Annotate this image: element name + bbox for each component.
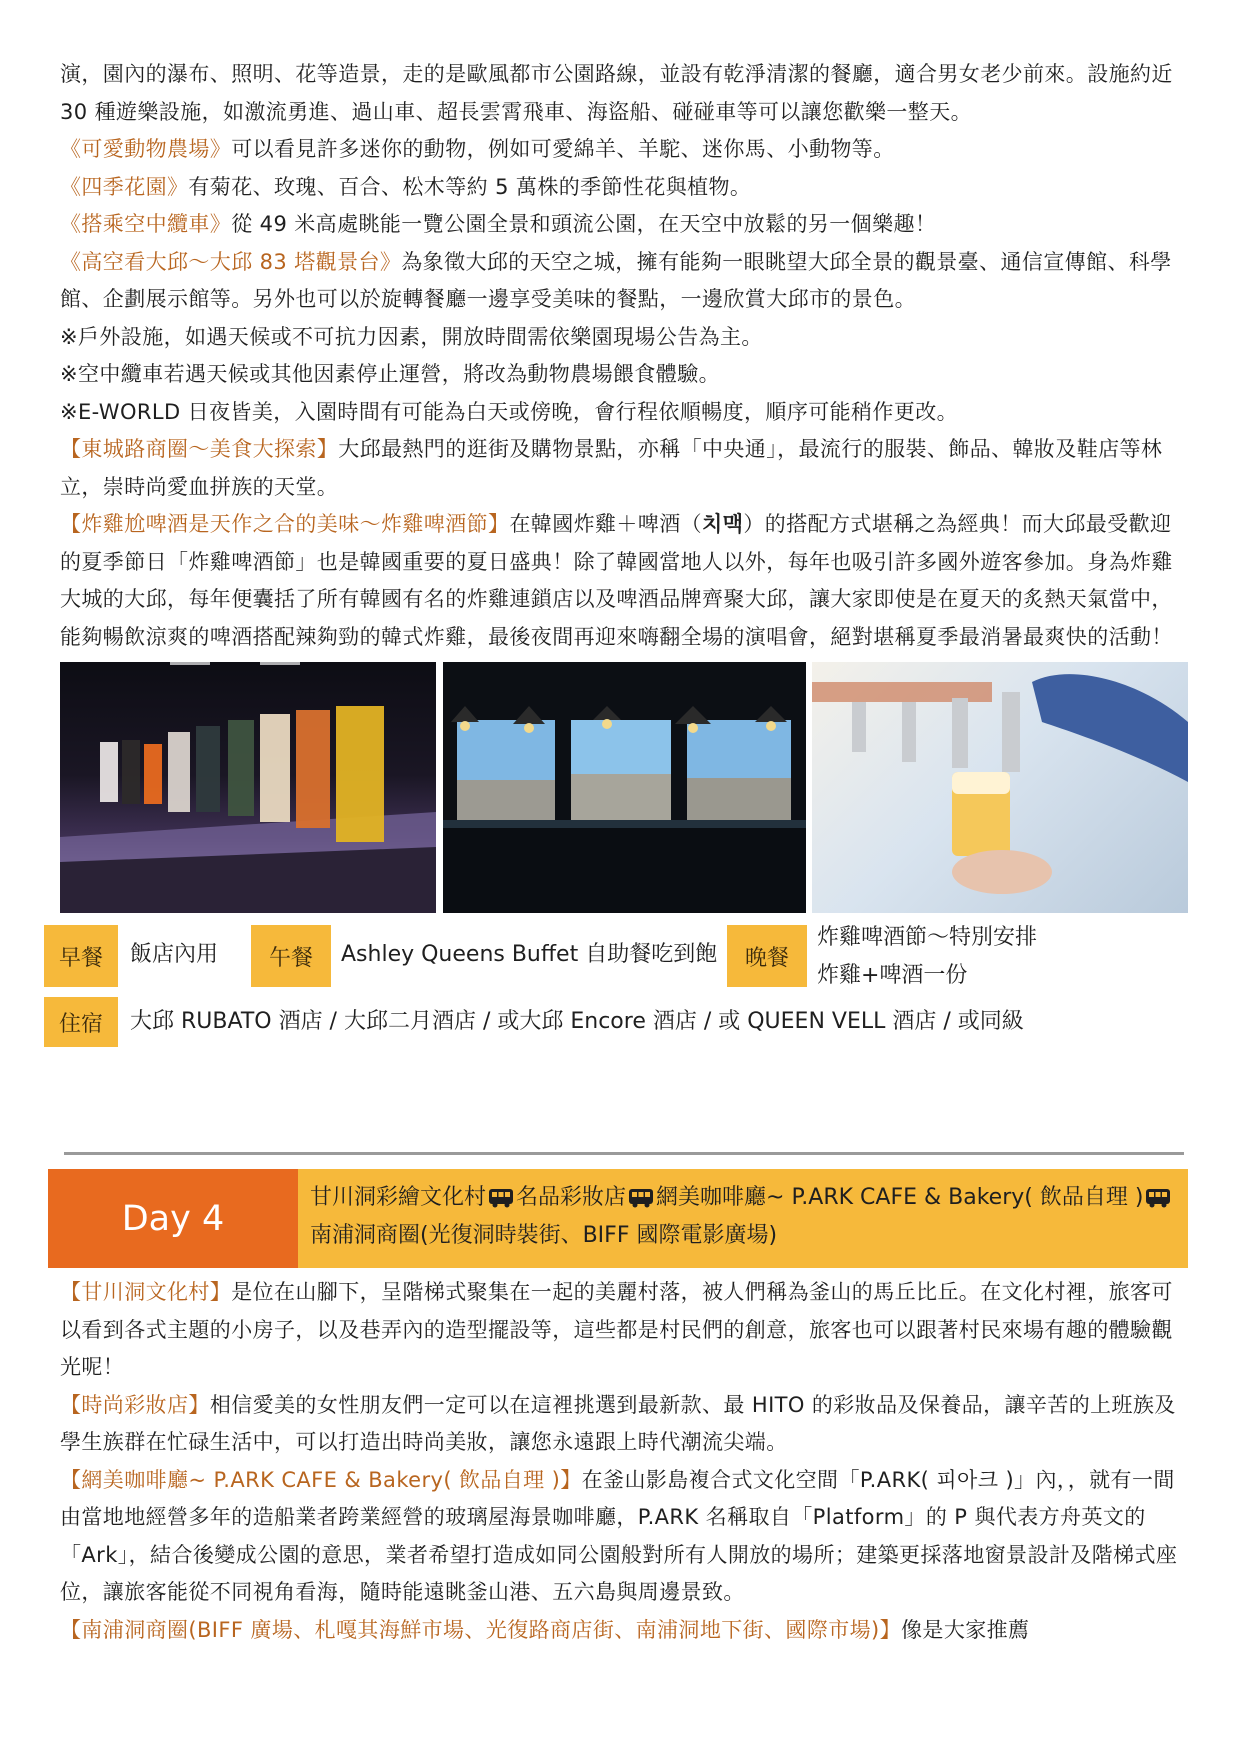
meals-table — [60, 919, 1188, 1055]
item-text: 有菊花、玫瑰、百合、松木等約 5 萬株的季節性花與植物。 — [188, 174, 752, 199]
item-title: 【網美咖啡廳~ P.ARK CAFE & Bakery( 飲品自理 )】 — [60, 1467, 582, 1492]
day4-label: Day 4 — [48, 1169, 298, 1268]
dinner-line1: 炸雞啤酒節～特別安排 — [817, 925, 1038, 950]
suits-exhibit-photo — [60, 662, 436, 913]
item-text: 為象徵大邱的天空之城，擁有能夠一眼眺望大邱全景的觀景臺、通信宣傳館、科學館、企劃展示館等。另外也可以於旋轉餐廳一邊享受美味的餐點，一邊欣賞大邱市的景色。 — [60, 249, 1172, 311]
item-text: 從 49 米高處眺能一覽公園全景和頭流公園，在天空中放鬆的另一個樂趣！ — [231, 212, 937, 236]
chimaek-title: 【炸雞尬啤酒是天作之合的美味～炸雞啤酒節】 — [60, 512, 510, 536]
item-title: 《四季花園》 — [60, 174, 189, 199]
nampo-paragraph — [60, 1612, 1188, 1650]
lunch-value: Ashley Queens Buffet 自助餐吃到飽 — [341, 942, 718, 967]
item-text: 是位在山腳下，呈階梯式聚集在一起的美麗村落，被人們稱為釜山的馬丘比丘。在文化村裡，旅客可以看到各式主題的小房子，以及巷弄內的造型擺設等，這些都是村民們的創意，旅客也可以跟著村民來場有趣的體驗觀光呢！ — [60, 1280, 1173, 1379]
item-text: 相信愛美的女性朋友們一定可以在這裡挑選到最新款、最 HITO 的彩妝品及保養品，讓辛苦的上班族及學生族群在忙碌生活中，可以打造出時尚美妝，讓您永遠跟上時代潮流尖端。 — [60, 1392, 1176, 1454]
dinner-line2: 炸雞+啤酒一份 — [817, 963, 968, 988]
note: ※戶外設施，如遇天候或不可抗力因素，開放時間需依樂園現場公告為主。 — [60, 324, 763, 349]
item-text: 像是大家推薦 — [901, 1617, 1030, 1642]
dinner-label: 晚餐 — [727, 925, 807, 987]
day4-route — [298, 1169, 1188, 1268]
dongseong-paragraph — [60, 431, 1188, 506]
item-text: 在釜山影島複合式文化空間「P.ARK( 피아크 )」內，，就有一間由當地地經營多年的造船業者跨業經營的玻璃屋海景咖啡廳，P.ARK 名稱取自「Platform」的 P 與代表方舟英文的「Ark」，結合後變成公園的意思，業者希望打造成如同公園般對所有人開放的場所；建築更採落地窗景設計及階梯式座位，讓旅客能從不同視角看海，隨時能遠眺釜山港、五六島與周邊景致。 — [60, 1467, 1178, 1604]
breakfast-label: 早餐 — [44, 925, 118, 987]
day4-content — [60, 1274, 1188, 1649]
breakfast-value: 飯店內用 — [130, 942, 219, 967]
lunch-label: 午餐 — [251, 925, 331, 987]
bus-icon — [1145, 1188, 1171, 1208]
bus-icon — [628, 1188, 654, 1208]
section-divider — [64, 1152, 1184, 1155]
route-stop: 網美咖啡廳~ P.ARK CAFE & Bakery( 飲品自理 ) — [656, 1185, 1144, 1210]
route-stop: 甘川洞彩繪文化村 — [310, 1185, 487, 1210]
note: ※E-WORLD 日夜皆美，入園時間有可能為白天或傍晚，會行程依順暢度，順序可能稍作更改。 — [60, 399, 959, 424]
beer-tap-photo — [812, 662, 1188, 913]
item-title: 【南浦洞商圈(BIFF 廣場、札嘎其海鮮市場、光復路商店街、南浦洞地下街、國際市場)】 — [60, 1617, 902, 1642]
route-stop: 南浦洞商圈(光復洞時裝街、BIFF 國際電影廣場) — [310, 1223, 778, 1248]
item-cable-car — [60, 206, 1188, 244]
hotel-label: 住宿 — [44, 997, 118, 1047]
observatory-photo — [443, 662, 806, 913]
park-cafe-paragraph — [60, 1462, 1188, 1612]
item-83-tower — [60, 244, 1188, 319]
item-text: 可以看見許多迷你的動物，例如可愛綿羊、羊駝、迷你馬、小動物等。 — [231, 137, 895, 161]
dongseong-title: 【東城路商圈～美食大探索】 — [60, 437, 339, 461]
dongseong-text: 大邱最熱門的逛街及購物景點，亦稱「中央通」，最流行的服裝、飾品、韓妝及鞋店等林立，崇時尚愛血拼族的天堂。 — [60, 437, 1163, 499]
photo-row — [60, 662, 1188, 913]
cosmetics-paragraph — [60, 1387, 1188, 1462]
note: ※空中纜車若遇天候或其他因素停止運營，將改為動物農場餵食體驗。 — [60, 362, 720, 386]
item-title: 【時尚彩妝店】 — [60, 1392, 210, 1417]
chimaek-paragraph — [60, 506, 1188, 656]
hotel-value: 大邱 RUBATO 酒店 / 大邱二月酒店 / 或大邱 Encore 酒店 / 或 QUEEN VELL 酒店 / 或同級 — [130, 1009, 1024, 1034]
gamcheon-paragraph — [60, 1274, 1188, 1387]
chimaek-text-a: 在韓國炸雞＋啤酒（ — [509, 512, 703, 536]
item-four-seasons-garden — [60, 169, 1188, 207]
item-animal-farm — [60, 131, 1188, 169]
route-stop: 名品彩妝店 — [516, 1185, 627, 1210]
chimaek-text-b: ）的搭配方式堪稱之為經典！而大邱最受歡迎的夏季節日「炸雞啤酒節」也是韓國重要的夏日盛典！除了韓國當地人以外，每年也吸引許多國外遊客參加。身為炸雞大城的大邱，每年便囊括了所有韓國有名的炸雞連鎖店以及啤酒品牌齊聚大邱，讓大家即使是在夏天的炙熱天氣當中，能夠暢飲涼爽的啤酒搭配辣夠勁的韓式炸雞，最後夜間再迎來嗨翻全場的演唱會，絕對堪稱夏季最消暑最爽快的活動！ — [60, 512, 1173, 649]
item-title: 《高空看大邱～大邱 83 塔觀景台》 — [60, 249, 402, 274]
dinner-value — [817, 919, 1037, 995]
item-title: 【甘川洞文化村】 — [60, 1280, 232, 1304]
chimaek-korean: 치맥 — [702, 512, 744, 536]
day4-header — [48, 1169, 1188, 1268]
item-title: 《可愛動物農場》 — [60, 137, 232, 161]
item-title: 《搭乘空中纜車》 — [60, 212, 232, 236]
main-content — [60, 56, 1188, 1055]
bus-icon — [488, 1188, 514, 1208]
intro-paragraph: 演，園內的瀑布、照明、花等造景，走的是歐風都市公園路線，並設有乾淨清潔的餐廳，適合男女老少前來。設施約近 30 種遊樂設施，如激流勇進、過山車、超長雲霄飛車、海盜船、碰碰車等可以讓您歡樂一整天。 — [60, 62, 1173, 124]
